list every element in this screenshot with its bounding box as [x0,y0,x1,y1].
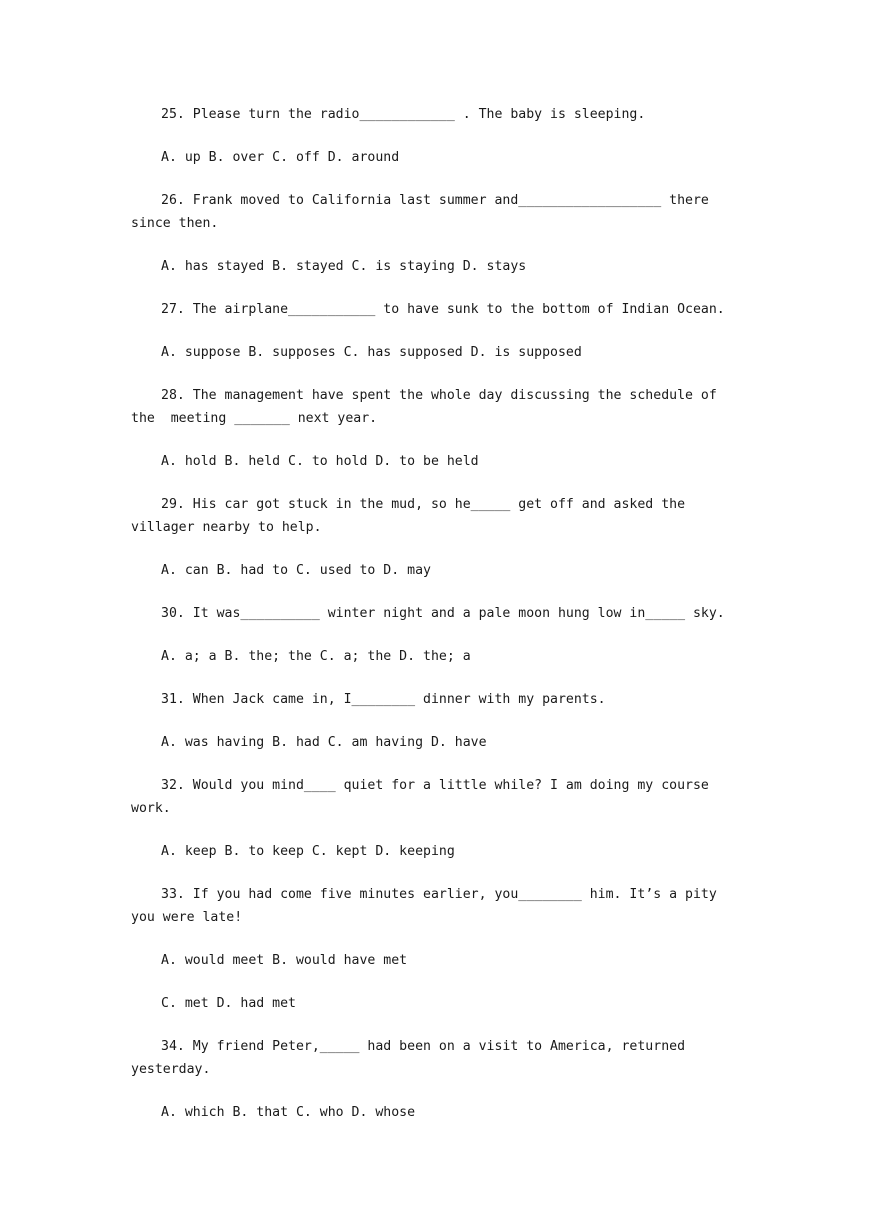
options-29: A. can B. had to C. used to D. may [161,563,431,578]
question-31: 31. When Jack came in, I________ dinner with my parents. [161,692,606,707]
options-28: A. hold B. held C. to hold D. to be held [161,454,479,469]
question-26: 26. Frank moved to California last summer and__________________ there since then. [131,193,717,231]
options-31: A. was having B. had C. am having D. have [161,735,487,750]
question-33: 33. If you had come five minutes earlier, you________ him. It’s a pity you were late! [131,887,725,925]
document-body [131,103,739,1144]
options-33-line-1: A. would meet B. would have met [161,953,408,968]
question-25: 25. Please turn the radio____________ . The baby is sleeping. [161,107,646,122]
options-27: A. suppose B. supposes C. has supposed D. is supposed [161,345,582,360]
question-34: 34. My friend Peter,_____ had been on a visit to America, returned yesterday. [131,1039,693,1077]
options-34: A. which B. that C. who D. whose [161,1105,416,1120]
question-30: 30. It was__________ winter night and a pale moon hung low in_____ sky. [161,606,725,621]
question-32: 32. Would you mind____ quiet for a little while? I am doing my course work. [131,778,717,816]
options-30: A. a; a B. the; the C. a; the D. the; a [161,649,471,664]
options-33-line-2: C. met D. had met [161,996,296,1011]
options-32: A. keep B. to keep C. kept D. keeping [161,844,455,859]
question-28: 28. The management have spent the whole day discussing the schedule of the meeting _______ next year. [131,388,725,426]
question-27: 27. The airplane___________ to have sunk to the bottom of Indian Ocean. [161,302,725,317]
question-29: 29. His car got stuck in the mud, so he_____ get off and asked the villager nearby to help. [131,497,693,535]
options-26: A. has stayed B. stayed C. is staying D. stays [161,259,527,274]
options-25: A. up B. over C. off D. around [161,150,400,165]
